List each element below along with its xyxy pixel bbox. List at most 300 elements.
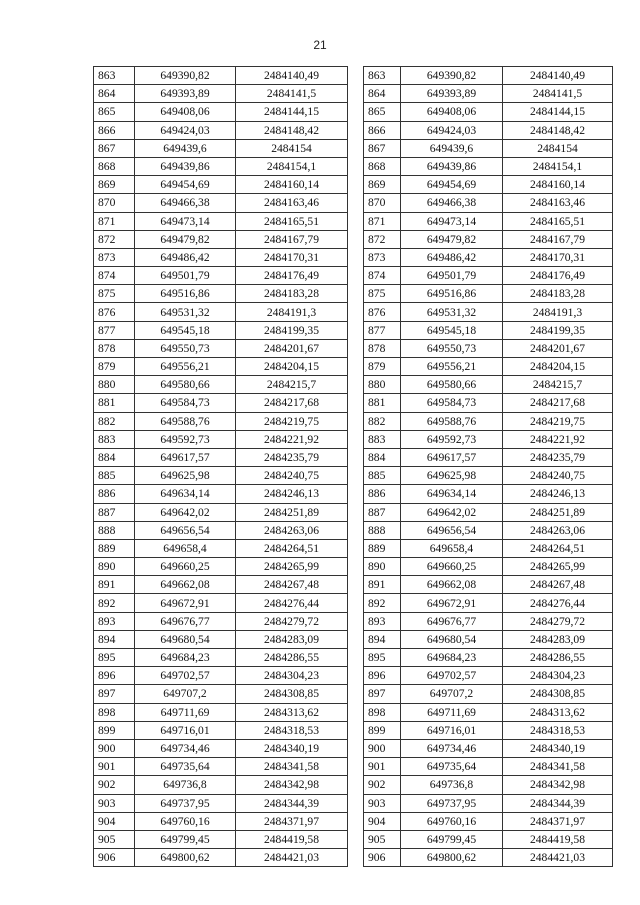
table-row (94, 139, 348, 157)
cell-coord-y: 2484219,75 (236, 412, 348, 430)
cell-coord-x: 649760,16 (401, 812, 503, 830)
cell-coord-y: 2484421,03 (503, 849, 613, 867)
cell-coord-x: 649516,86 (135, 285, 236, 303)
cell-point-number: 895 (94, 649, 135, 667)
table-row (94, 321, 348, 339)
cell-coord-x: 649800,62 (135, 849, 236, 867)
cell-coord-x: 649660,25 (401, 558, 503, 576)
cell-coord-x: 649707,2 (135, 685, 236, 703)
cell-coord-x: 649479,82 (401, 230, 503, 248)
cell-point-number: 885 (364, 467, 401, 485)
cell-coord-x: 649800,62 (401, 849, 503, 867)
cell-coord-y: 2484304,23 (236, 667, 348, 685)
cell-coord-y: 2484308,85 (236, 685, 348, 703)
cell-coord-x: 649516,86 (401, 285, 503, 303)
cell-coord-x: 649658,4 (401, 539, 503, 557)
table-row (94, 157, 348, 175)
table-row (364, 267, 613, 285)
cell-coord-y: 2484201,67 (236, 339, 348, 357)
cell-point-number: 896 (94, 667, 135, 685)
cell-coord-x: 649592,73 (401, 430, 503, 448)
table-row (364, 576, 613, 594)
coordinates-table-left (93, 66, 348, 867)
cell-coord-y: 2484240,75 (503, 467, 613, 485)
cell-coord-y: 2484342,98 (236, 776, 348, 794)
cell-coord-x: 649408,06 (135, 103, 236, 121)
table-row (94, 267, 348, 285)
table-row (94, 739, 348, 757)
table-row (94, 758, 348, 776)
cell-coord-y: 2484201,67 (503, 339, 613, 357)
cell-coord-x: 649672,91 (135, 594, 236, 612)
cell-coord-y: 2484235,79 (503, 448, 613, 466)
cell-point-number: 870 (94, 194, 135, 212)
cell-coord-x: 649625,98 (135, 467, 236, 485)
table-row (364, 485, 613, 503)
cell-point-number: 884 (364, 448, 401, 466)
cell-coord-y: 2484144,15 (236, 103, 348, 121)
cell-coord-x: 649454,69 (401, 176, 503, 194)
cell-point-number: 884 (94, 448, 135, 466)
cell-coord-x: 649393,89 (401, 85, 503, 103)
cell-coord-y: 2484167,79 (503, 230, 613, 248)
cell-coord-x: 649531,32 (135, 303, 236, 321)
table-row (364, 594, 613, 612)
cell-point-number: 886 (364, 485, 401, 503)
cell-point-number: 895 (364, 649, 401, 667)
cell-coord-y: 2484140,49 (236, 67, 348, 85)
cell-coord-x: 649676,77 (135, 612, 236, 630)
cell-coord-x: 649711,69 (401, 703, 503, 721)
cell-coord-y: 2484221,92 (503, 430, 613, 448)
cell-coord-x: 649658,4 (135, 539, 236, 557)
table-row (94, 339, 348, 357)
cell-point-number: 890 (364, 558, 401, 576)
cell-point-number: 889 (364, 539, 401, 557)
cell-coord-y: 2484170,31 (236, 248, 348, 266)
table-row (364, 685, 613, 703)
cell-coord-x: 649702,57 (401, 667, 503, 685)
table-row (364, 758, 613, 776)
cell-coord-y: 2484419,58 (236, 830, 348, 848)
cell-coord-y: 2484341,58 (236, 758, 348, 776)
table-body-left (94, 67, 348, 867)
cell-coord-y: 2484341,58 (503, 758, 613, 776)
cell-coord-y: 2484165,51 (236, 212, 348, 230)
cell-coord-y: 2484344,39 (236, 794, 348, 812)
cell-coord-x: 649711,69 (135, 703, 236, 721)
cell-coord-x: 649642,02 (401, 503, 503, 521)
table-row (364, 339, 613, 357)
cell-point-number: 878 (364, 339, 401, 357)
table-row (94, 703, 348, 721)
cell-point-number: 875 (94, 285, 135, 303)
table-row (94, 649, 348, 667)
cell-coord-y: 2484264,51 (503, 539, 613, 557)
cell-coord-y: 2484199,35 (503, 321, 613, 339)
table-row (364, 157, 613, 175)
cell-coord-y: 2484144,15 (503, 103, 613, 121)
table-row (364, 85, 613, 103)
cell-coord-x: 649479,82 (135, 230, 236, 248)
table-row (94, 176, 348, 194)
cell-coord-y: 2484191,3 (236, 303, 348, 321)
cell-coord-y: 2484240,75 (236, 467, 348, 485)
cell-coord-y: 2484219,75 (503, 412, 613, 430)
cell-point-number: 899 (94, 721, 135, 739)
cell-point-number: 901 (94, 758, 135, 776)
cell-point-number: 888 (364, 521, 401, 539)
table-row (364, 430, 613, 448)
cell-coord-y: 2484308,85 (503, 685, 613, 703)
table-row (94, 521, 348, 539)
table-body-right (364, 67, 613, 867)
table-row (364, 139, 613, 157)
cell-coord-y: 2484141,5 (503, 85, 613, 103)
cell-point-number: 877 (94, 321, 135, 339)
cell-point-number: 886 (94, 485, 135, 503)
cell-coord-x: 649680,54 (135, 630, 236, 648)
cell-coord-x: 649737,95 (401, 794, 503, 812)
cell-point-number: 906 (364, 849, 401, 867)
cell-coord-y: 2484276,44 (236, 594, 348, 612)
cell-coord-x: 649737,95 (135, 794, 236, 812)
cell-coord-y: 2484371,97 (503, 812, 613, 830)
cell-point-number: 903 (94, 794, 135, 812)
table-row (94, 248, 348, 266)
cell-point-number: 864 (94, 85, 135, 103)
table-row (364, 812, 613, 830)
table-row (364, 703, 613, 721)
table-row (364, 830, 613, 848)
cell-coord-y: 2484246,13 (236, 485, 348, 503)
table-row (364, 394, 613, 412)
cell-coord-y: 2484148,42 (503, 121, 613, 139)
cell-coord-x: 649584,73 (401, 394, 503, 412)
cell-coord-x: 649736,8 (135, 776, 236, 794)
cell-coord-y: 2484342,98 (503, 776, 613, 794)
cell-coord-x: 649716,01 (401, 721, 503, 739)
cell-coord-x: 649454,69 (135, 176, 236, 194)
table-row (364, 667, 613, 685)
cell-coord-x: 649439,86 (401, 157, 503, 175)
cell-coord-x: 649656,54 (135, 521, 236, 539)
cell-point-number: 873 (94, 248, 135, 266)
cell-coord-y: 2484215,7 (503, 376, 613, 394)
cell-coord-y: 2484160,14 (236, 176, 348, 194)
cell-coord-x: 649408,06 (401, 103, 503, 121)
cell-coord-x: 649625,98 (401, 467, 503, 485)
table-row (94, 721, 348, 739)
table-row (94, 794, 348, 812)
cell-point-number: 893 (364, 612, 401, 630)
table-row (364, 303, 613, 321)
cell-coord-x: 649588,76 (401, 412, 503, 430)
cell-coord-x: 649736,8 (401, 776, 503, 794)
cell-point-number: 867 (364, 139, 401, 157)
cell-coord-x: 649545,18 (135, 321, 236, 339)
cell-coord-y: 2484163,46 (503, 194, 613, 212)
cell-coord-x: 649617,57 (401, 448, 503, 466)
table-row (364, 212, 613, 230)
table-row (364, 503, 613, 521)
table-row (94, 685, 348, 703)
table-row (364, 467, 613, 485)
cell-point-number: 873 (364, 248, 401, 266)
cell-coord-x: 649672,91 (401, 594, 503, 612)
page-number: 21 (313, 38, 327, 52)
cell-point-number: 874 (364, 267, 401, 285)
cell-point-number: 897 (364, 685, 401, 703)
cell-coord-y: 2484246,13 (503, 485, 613, 503)
cell-point-number: 874 (94, 267, 135, 285)
table-row (94, 667, 348, 685)
cell-point-number: 869 (364, 176, 401, 194)
cell-coord-x: 649588,76 (135, 412, 236, 430)
cell-coord-y: 2484267,48 (503, 576, 613, 594)
cell-coord-y: 2484170,31 (503, 248, 613, 266)
cell-coord-y: 2484283,09 (503, 630, 613, 648)
cell-coord-y: 2484318,53 (503, 721, 613, 739)
cell-coord-x: 649684,23 (135, 649, 236, 667)
table-row (94, 394, 348, 412)
table-row (364, 849, 613, 867)
cell-coord-y: 2484264,51 (236, 539, 348, 557)
cell-point-number: 865 (364, 103, 401, 121)
table-row (94, 539, 348, 557)
cell-point-number: 898 (94, 703, 135, 721)
cell-coord-y: 2484313,62 (503, 703, 613, 721)
cell-coord-x: 649424,03 (135, 121, 236, 139)
cell-coord-y: 2484235,79 (236, 448, 348, 466)
cell-coord-y: 2484204,15 (236, 358, 348, 376)
cell-point-number: 872 (364, 230, 401, 248)
cell-coord-y: 2484279,72 (503, 612, 613, 630)
table-row (94, 467, 348, 485)
table-row (94, 285, 348, 303)
table-row (94, 630, 348, 648)
cell-coord-y: 2484165,51 (503, 212, 613, 230)
cell-coord-x: 649439,6 (401, 139, 503, 157)
cell-point-number: 899 (364, 721, 401, 739)
cell-point-number: 883 (94, 430, 135, 448)
coordinates-table-right (363, 66, 613, 867)
table-row (364, 721, 613, 739)
table-row (94, 503, 348, 521)
table-row (94, 121, 348, 139)
table-row (94, 812, 348, 830)
table-row (364, 194, 613, 212)
cell-point-number: 894 (94, 630, 135, 648)
table-row (94, 67, 348, 85)
table-row (94, 85, 348, 103)
cell-coord-x: 649486,42 (401, 248, 503, 266)
cell-coord-x: 649662,08 (135, 576, 236, 594)
cell-coord-x: 649390,82 (401, 67, 503, 85)
table-row (364, 67, 613, 85)
cell-point-number: 901 (364, 758, 401, 776)
table-row (364, 630, 613, 648)
cell-coord-y: 2484251,89 (236, 503, 348, 521)
cell-point-number: 882 (364, 412, 401, 430)
cell-coord-y: 2484318,53 (236, 721, 348, 739)
table-row (94, 376, 348, 394)
cell-coord-y: 2484283,09 (236, 630, 348, 648)
cell-point-number: 870 (364, 194, 401, 212)
cell-coord-y: 2484176,49 (503, 267, 613, 285)
cell-coord-y: 2484313,62 (236, 703, 348, 721)
table-row (94, 612, 348, 630)
cell-coord-x: 649634,14 (135, 485, 236, 503)
table-row (364, 649, 613, 667)
cell-coord-y: 2484199,35 (236, 321, 348, 339)
cell-coord-y: 2484371,97 (236, 812, 348, 830)
cell-coord-y: 2484176,49 (236, 267, 348, 285)
cell-point-number: 871 (94, 212, 135, 230)
table-row (94, 849, 348, 867)
table-row (364, 539, 613, 557)
cell-point-number: 892 (364, 594, 401, 612)
cell-point-number: 896 (364, 667, 401, 685)
cell-coord-y: 2484183,28 (236, 285, 348, 303)
cell-coord-y: 2484221,92 (236, 430, 348, 448)
table-row (364, 121, 613, 139)
cell-coord-x: 649617,57 (135, 448, 236, 466)
cell-point-number: 881 (364, 394, 401, 412)
cell-point-number: 883 (364, 430, 401, 448)
table-row (94, 485, 348, 503)
table-row (94, 230, 348, 248)
cell-coord-x: 649734,46 (135, 739, 236, 757)
cell-point-number: 866 (364, 121, 401, 139)
cell-point-number: 889 (94, 539, 135, 557)
cell-coord-y: 2484140,49 (503, 67, 613, 85)
cell-point-number: 880 (94, 376, 135, 394)
cell-point-number: 879 (364, 358, 401, 376)
cell-coord-y: 2484340,19 (236, 739, 348, 757)
cell-coord-x: 649501,79 (135, 267, 236, 285)
cell-point-number: 868 (364, 157, 401, 175)
cell-coord-y: 2484340,19 (503, 739, 613, 757)
cell-coord-y: 2484286,55 (503, 649, 613, 667)
cell-coord-x: 649531,32 (401, 303, 503, 321)
cell-coord-x: 649580,66 (135, 376, 236, 394)
cell-coord-x: 649734,46 (401, 739, 503, 757)
cell-coord-x: 649556,21 (135, 358, 236, 376)
cell-coord-x: 649592,73 (135, 430, 236, 448)
cell-point-number: 881 (94, 394, 135, 412)
cell-point-number: 898 (364, 703, 401, 721)
cell-coord-y: 2484148,42 (236, 121, 348, 139)
table-row (364, 103, 613, 121)
cell-coord-y: 2484141,5 (236, 85, 348, 103)
cell-coord-x: 649580,66 (401, 376, 503, 394)
table-row (364, 521, 613, 539)
table-row (364, 612, 613, 630)
cell-point-number: 867 (94, 139, 135, 157)
cell-coord-y: 2484419,58 (503, 830, 613, 848)
table-row (94, 358, 348, 376)
cell-coord-y: 2484263,06 (236, 521, 348, 539)
cell-coord-x: 649501,79 (401, 267, 503, 285)
table-row (94, 558, 348, 576)
table-row (94, 576, 348, 594)
cell-coord-y: 2484215,7 (236, 376, 348, 394)
table-row (364, 376, 613, 394)
cell-coord-x: 649656,54 (401, 521, 503, 539)
cell-coord-x: 649466,38 (135, 194, 236, 212)
cell-point-number: 866 (94, 121, 135, 139)
cell-point-number: 868 (94, 157, 135, 175)
cell-coord-y: 2484263,06 (503, 521, 613, 539)
cell-coord-x: 649680,54 (401, 630, 503, 648)
cell-coord-y: 2484279,72 (236, 612, 348, 630)
cell-coord-x: 649439,6 (135, 139, 236, 157)
cell-coord-x: 649735,64 (135, 758, 236, 776)
cell-point-number: 902 (94, 776, 135, 794)
cell-coord-y: 2484167,79 (236, 230, 348, 248)
cell-point-number: 905 (94, 830, 135, 848)
cell-coord-y: 2484344,39 (503, 794, 613, 812)
cell-coord-y: 2484154,1 (503, 157, 613, 175)
cell-coord-y: 2484304,23 (503, 667, 613, 685)
cell-coord-x: 649439,86 (135, 157, 236, 175)
table-row (364, 358, 613, 376)
cell-point-number: 877 (364, 321, 401, 339)
cell-point-number: 878 (94, 339, 135, 357)
cell-coord-x: 649662,08 (401, 576, 503, 594)
cell-point-number: 893 (94, 612, 135, 630)
table-row (94, 776, 348, 794)
table-row (364, 448, 613, 466)
cell-point-number: 865 (94, 103, 135, 121)
cell-coord-x: 649760,16 (135, 812, 236, 830)
cell-point-number: 872 (94, 230, 135, 248)
cell-point-number: 875 (364, 285, 401, 303)
cell-point-number: 897 (94, 685, 135, 703)
cell-coord-x: 649550,73 (135, 339, 236, 357)
cell-point-number: 906 (94, 849, 135, 867)
cell-coord-x: 649545,18 (401, 321, 503, 339)
cell-coord-y: 2484160,14 (503, 176, 613, 194)
cell-coord-y: 2484286,55 (236, 649, 348, 667)
table-row (364, 412, 613, 430)
cell-point-number: 869 (94, 176, 135, 194)
cell-coord-x: 649716,01 (135, 721, 236, 739)
table-row (94, 830, 348, 848)
table-row (94, 412, 348, 430)
table-row (94, 430, 348, 448)
cell-point-number: 882 (94, 412, 135, 430)
cell-point-number: 887 (94, 503, 135, 521)
cell-coord-x: 649799,45 (135, 830, 236, 848)
cell-coord-x: 649735,64 (401, 758, 503, 776)
table-row (364, 776, 613, 794)
cell-coord-y: 2484265,99 (236, 558, 348, 576)
cell-point-number: 863 (364, 67, 401, 85)
cell-point-number: 904 (94, 812, 135, 830)
cell-coord-y: 2484251,89 (503, 503, 613, 521)
cell-point-number: 890 (94, 558, 135, 576)
cell-coord-y: 2484191,3 (503, 303, 613, 321)
cell-coord-x: 649634,14 (401, 485, 503, 503)
cell-coord-x: 649660,25 (135, 558, 236, 576)
cell-coord-y: 2484217,68 (236, 394, 348, 412)
cell-coord-x: 649486,42 (135, 248, 236, 266)
cell-coord-x: 649393,89 (135, 85, 236, 103)
cell-point-number: 892 (94, 594, 135, 612)
table-row (364, 176, 613, 194)
